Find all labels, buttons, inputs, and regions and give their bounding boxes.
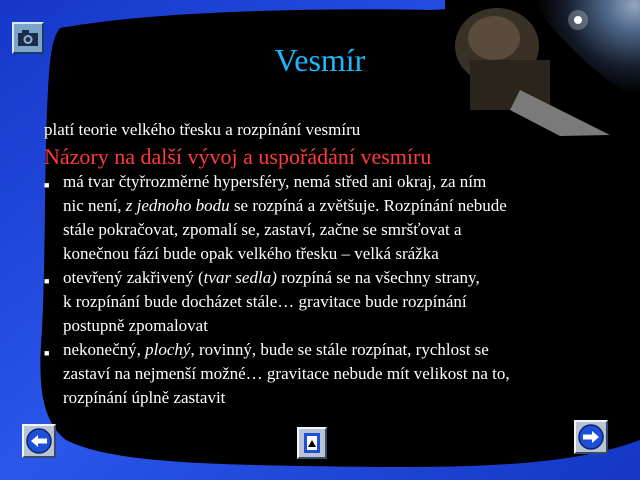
italic-text: plochý [145,340,191,359]
bullet-line [63,266,624,290]
italic-text: tvar sedla) [203,268,277,287]
bullet-line [63,170,624,194]
bullet-marker-icon: ■ [44,276,50,286]
text-segment: nekonečný, [63,340,146,359]
text-segment: rozpínání úplně zastavit [63,388,226,407]
text-segment: nic není, [63,196,126,215]
bullet-line [63,362,624,386]
text-segment: zastaví na nejmenší možné… gravitace nebude mít velikost na to, [63,364,510,383]
text-segment: má tvar čtyřrozměrné hypersféry, nemá střed ani okraj, za ním [63,172,487,191]
next-button[interactable] [574,420,608,454]
bullet-line [63,290,624,314]
slide-subtitle: platí teorie velkého třesku a rozpínání vesmíru [44,120,361,139]
text-segment: konečnou fází bude opak velkého třesku – velká srážka [63,244,439,263]
bullet-line [63,194,624,218]
bullet-marker-icon: ■ [44,180,50,190]
text-segment: postupně zpomalovat [63,316,208,335]
bullet-item [44,170,624,266]
italic-text: z jednoho bodu [125,196,230,215]
text-segment: se rozpíná a zvětšuje. Rozpínání nebude [229,196,507,215]
bullet-list [44,170,624,410]
text-segment: k rozpínání bude docházet stále… gravitace bude rozpínání [63,292,467,311]
bullet-line [63,338,624,362]
text-segment: otevřený zakřivený ( [63,268,204,287]
bullet-item [44,266,624,338]
bullet-line [63,242,624,266]
text-segment: rozpíná se na všechny strany, [276,268,480,287]
arrow-right-icon [576,422,606,452]
bullet-marker-icon: ■ [44,348,50,358]
bullet-line [63,314,624,338]
text-segment: stále pokračovat, zpomalí se, zastaví, začne se smršťovat a [63,220,462,239]
bullet-line [63,218,624,242]
home-button[interactable] [297,427,327,459]
bullet-line [63,386,624,410]
bullet-item [44,338,624,410]
home-icon [299,429,325,457]
arrow-left-icon [24,426,54,456]
text-segment: , rovinný, bude se stále rozpínat, rychlost se [190,340,489,359]
back-button[interactable] [22,424,56,458]
section-heading: Názory na další vývoj a uspořádání vesmíru [44,144,432,169]
camera-icon[interactable] [12,22,44,54]
slide-title: Vesmír [274,42,366,78]
